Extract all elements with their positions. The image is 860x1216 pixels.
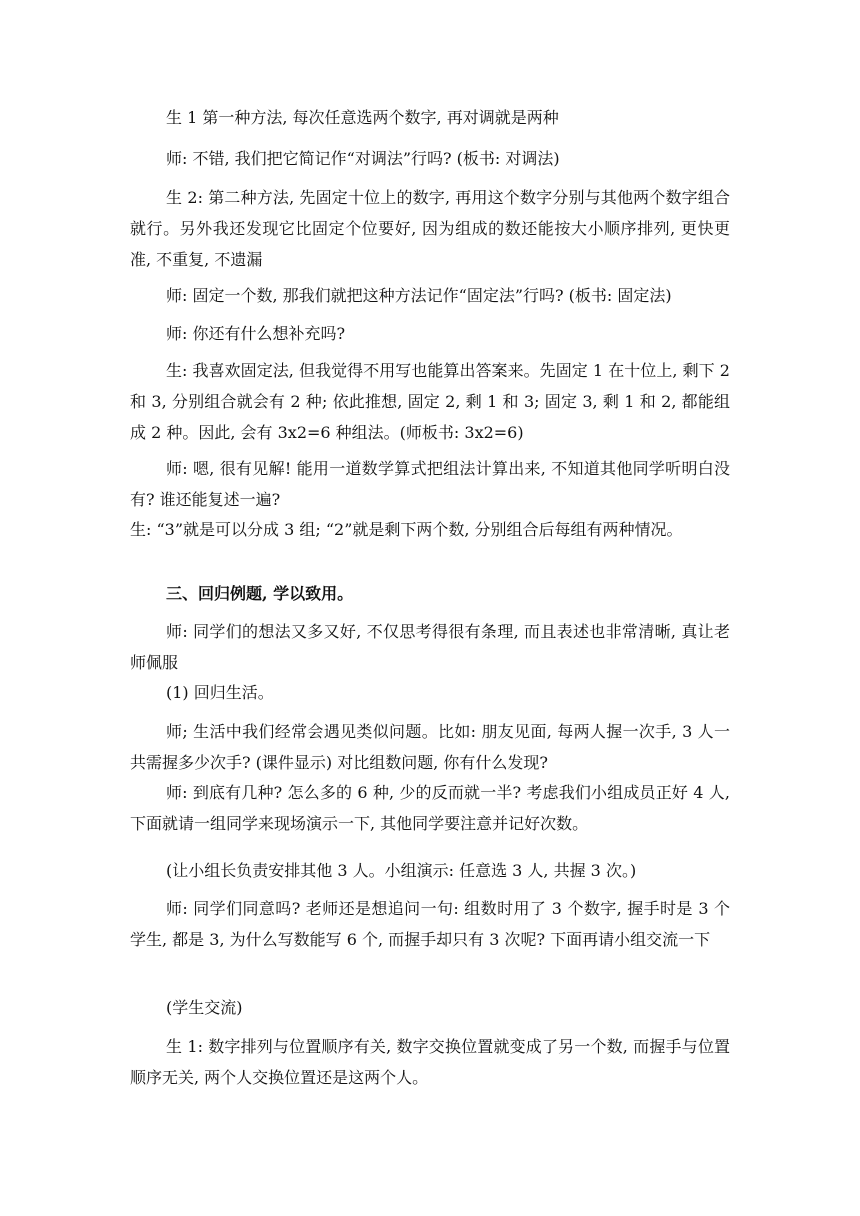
paragraph-teacher-fixed-method: 师: 固定一个数, 那我们就把这种方法记作“固定法”行吗? (板书: 固定法) bbox=[166, 286, 672, 305]
paragraph-teacher-question: 师: 同学们同意吗? 老师还是想追问一句: 组数时用了 3 个数字, 握手时是 3 个学生, 都是 3, 为什么写数能写 6 个, 而握手却只有 3 次呢? 下面再请小组交流一下 bbox=[130, 899, 730, 949]
paragraph-teacher-demo: 师: 到底有几种? 怎么多的 6 种, 少的反而就一半? 考虑我们小组成员正好 4 人, 下面就请一组同学来现场演示一下, 其他同学要注意并记好次数。 bbox=[130, 783, 730, 833]
paragraph-group-demo: (让小组长负责安排其他 3 人。小组演示: 任意选 3 人, 共握 3 次。) bbox=[166, 861, 637, 880]
paragraph-teacher-insight: 师: 嗯, 很有见解! 能用一道数学算式把组法计算出来, 不知道其他同学听明白没有? 谁还能复述一遍? bbox=[130, 459, 730, 509]
paragraph-teacher-praise: 师: 同学们的想法又多又好, 不仅思考得很有条理, 而且表述也非常清晰, 真让老师佩服 bbox=[130, 622, 730, 672]
paragraph-student1-conclusion: 生 1: 数字排列与位置顺序有关, 数字交换位置就变成了另一个数, 而握手与位置顺序无关, 两个人交换位置还是这两个人。 bbox=[130, 1037, 730, 1087]
section-heading-3: 三、回归例题, 学以致用。 bbox=[166, 584, 354, 603]
paragraph-student2-method: 生 2: 第二种方法, 先固定十位上的数字, 再用这个数字分别与其他两个数字组合就行。另外我还发现它比固定个位要好, 因为组成的数还能按大小顺序排列, 更快更准, 不重复, 不遗漏 bbox=[130, 188, 730, 269]
paragraph-student-discussion: (学生交流) bbox=[166, 998, 243, 1017]
paragraph-student-like-fixed: 生: 我喜欢固定法, 但我觉得不用写也能算出答案来。先固定 1 在十位上, 剩下 2 和 3, 分别组合就会有 2 种; 依此推想, 固定 2, 剩 1 和 3; 固定 3, 剩 1 和 2, 都能组成 2 种。因此, 会有 3x2=6 种组法。(师板书: 3x2=6) bbox=[130, 361, 730, 442]
paragraph-teacher-handshake: 师; 生活中我们经常会遇见类似问题。比如: 朋友见面, 每两人握一次手, 3 人一共需握多少次手? (课件显示) 对比组数问题, 你有什么发现? bbox=[130, 722, 730, 772]
paragraph-teacher-swap-method: 师: 不错, 我们把它简记作“对调法”行吗? (板书: 对调法) bbox=[166, 149, 560, 168]
paragraph-student1-method: 生 1 第一种方法, 每次任意选两个数字, 再对调就是两种 bbox=[166, 108, 559, 127]
paragraph-return-life: (1) 回归生活。 bbox=[166, 683, 274, 702]
paragraph-student-explain: 生: “3”就是可以分成 3 组; “2”就是剩下两个数, 分别组合后每组有两种情况。 bbox=[130, 520, 683, 539]
paragraph-teacher-anything-else: 师: 你还有什么想补充吗? bbox=[166, 324, 346, 343]
